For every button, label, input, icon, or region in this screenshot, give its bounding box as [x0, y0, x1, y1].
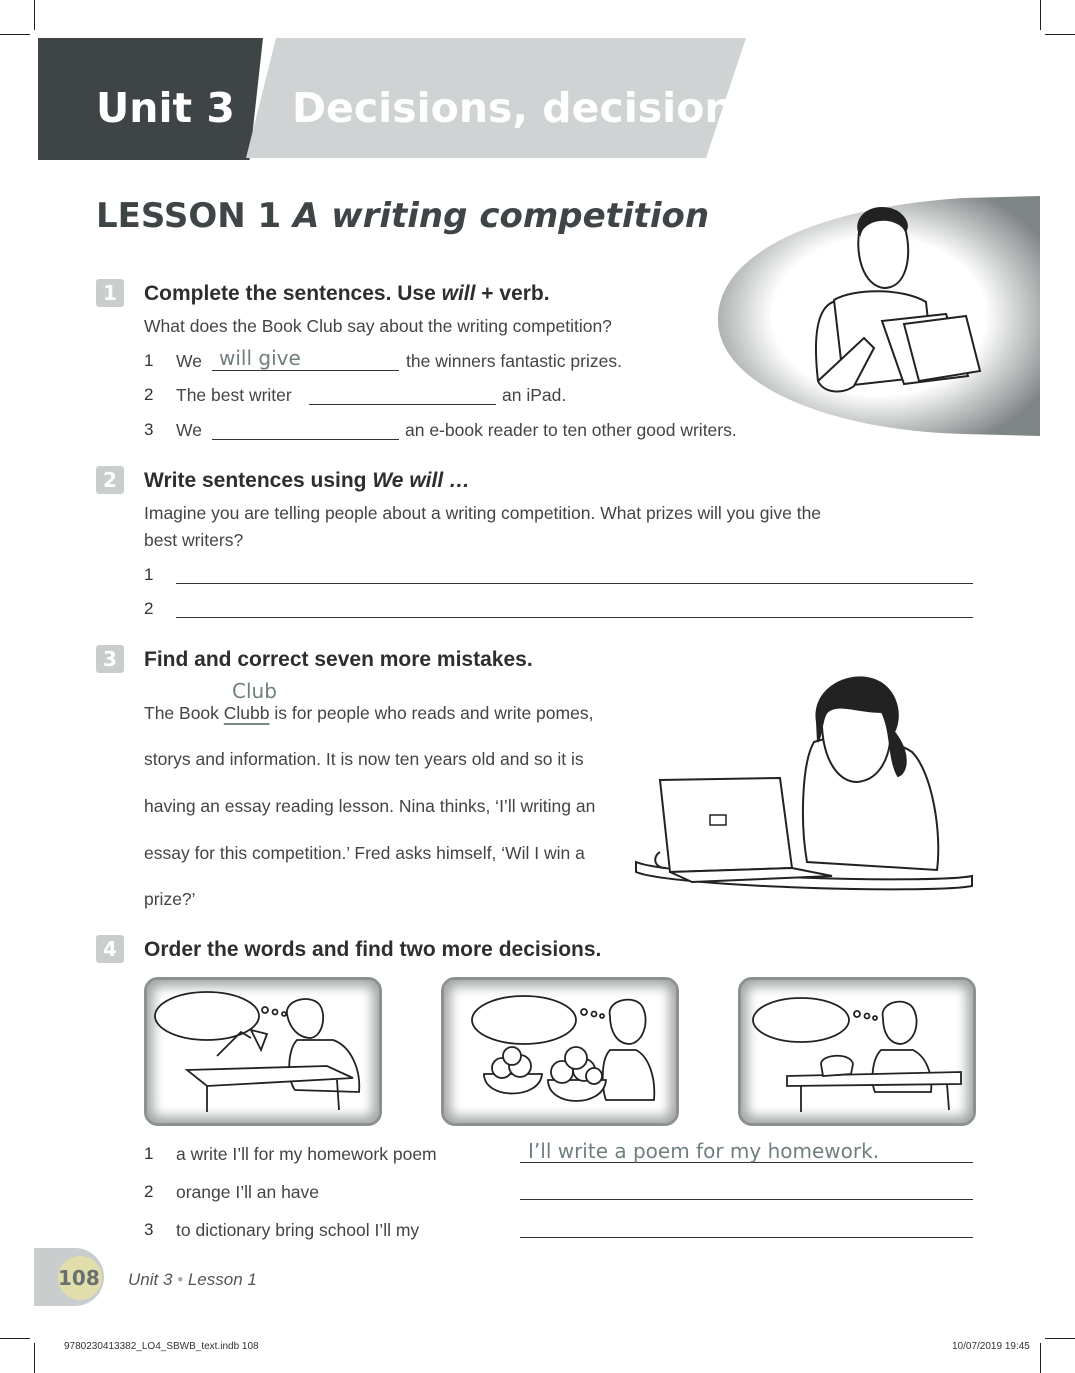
- answer-blank[interactable]: [212, 439, 399, 440]
- boy-reading-illustration: [714, 196, 1042, 438]
- exercise-instruction: Complete the sentences. Use will + verb.: [144, 282, 550, 305]
- exercise-number: 3: [96, 645, 124, 673]
- exercise-instruction: Write sentences using We will …: [144, 469, 470, 492]
- answer-line[interactable]: [176, 617, 973, 618]
- word-list: a write I’ll for my homework poem: [176, 1144, 437, 1164]
- exercise-number: 2: [96, 466, 124, 494]
- item-number: 3: [144, 420, 154, 439]
- item-text: an e-book reader to ten other good writers.: [405, 420, 737, 440]
- crop-mark: [1040, 0, 1041, 30]
- text-line: having an essay reading lesson. Nina thinks, ‘I’ll writing an: [144, 796, 596, 816]
- item-number: 2: [144, 599, 154, 618]
- crop-mark: [1045, 34, 1075, 35]
- unit-title: Decisions, decisions: [292, 84, 758, 132]
- exercise-prompt: Imagine you are telling people about a writing competition. What prizes will you give the: [144, 503, 822, 523]
- crop-mark: [1045, 1338, 1075, 1339]
- exercise-question: What does the Book Club say about the writing competition?: [144, 316, 612, 336]
- text-line: storys and information. It is now ten years old and so it is: [144, 749, 584, 769]
- exercise-instruction: Find and correct seven more mistakes.: [144, 648, 533, 671]
- item-number: 1: [144, 351, 154, 370]
- exercise-instruction: Order the words and find two more decisions.: [144, 938, 602, 961]
- item-text: We: [176, 420, 202, 440]
- boy-desk-illustration: [147, 980, 379, 1123]
- lesson-label: LESSON 1: [96, 196, 282, 236]
- picture-frame: [144, 977, 382, 1126]
- correction-handwritten: Club: [232, 679, 277, 703]
- item-number: 1: [144, 565, 154, 584]
- item-number: 3: [144, 1220, 154, 1239]
- answer-line[interactable]: [520, 1199, 973, 1200]
- item-text: We: [176, 351, 202, 371]
- item-text: an iPad.: [502, 385, 567, 405]
- exercise-prompt: best writers?: [144, 530, 244, 550]
- lesson-heading: [96, 196, 709, 236]
- girl-laptop-illustration: [632, 672, 977, 904]
- girl-fruit-illustration: [444, 980, 676, 1123]
- print-file-name: 9780230413382_LO4_SBWB_text.indb 108: [64, 1341, 259, 1352]
- text-line: The Book Clubb is for people who reads and write pomes,: [144, 703, 594, 723]
- item-text: the winners fantastic prizes.: [406, 351, 622, 371]
- answer-handwritten: I’ll write a poem for my homework.: [528, 1139, 880, 1163]
- answer-blank[interactable]: [212, 370, 399, 371]
- answer-line[interactable]: [520, 1237, 973, 1238]
- item-text: The best writer: [176, 385, 292, 405]
- item-number: 1: [144, 1144, 154, 1163]
- crop-mark: [34, 0, 35, 30]
- exercise-number: 1: [96, 279, 124, 307]
- lesson-title: A writing competition: [293, 196, 710, 236]
- crop-mark: [0, 1338, 30, 1339]
- crop-mark: [34, 1343, 35, 1373]
- print-date: 10/07/2019 19:45: [952, 1341, 1030, 1352]
- item-number: 2: [144, 1182, 154, 1201]
- answer-handwritten: will give: [219, 346, 301, 370]
- crop-mark: [1040, 1343, 1041, 1373]
- text-line: prize?’: [144, 889, 196, 909]
- page-number: 108: [58, 1266, 100, 1290]
- crop-mark: [0, 34, 30, 35]
- text-line: essay for this competition.’ Fred asks himself, ‘Wil I win a: [144, 843, 585, 863]
- word-list: to dictionary bring school I’ll my: [176, 1220, 420, 1240]
- word-list: orange I’ll an have: [176, 1182, 320, 1202]
- footer-lesson-ref: Unit 3 • Lesson 1: [128, 1270, 257, 1289]
- picture-frame: [738, 977, 976, 1126]
- unit-number: Unit 3: [96, 84, 235, 132]
- picture-frame: [441, 977, 679, 1126]
- answer-blank[interactable]: [309, 404, 496, 405]
- item-number: 2: [144, 385, 154, 404]
- exercise-number: 4: [96, 935, 124, 963]
- mistake-word: Clubb: [223, 703, 270, 723]
- girl-bag-illustration: [741, 980, 973, 1123]
- answer-line[interactable]: [176, 583, 973, 584]
